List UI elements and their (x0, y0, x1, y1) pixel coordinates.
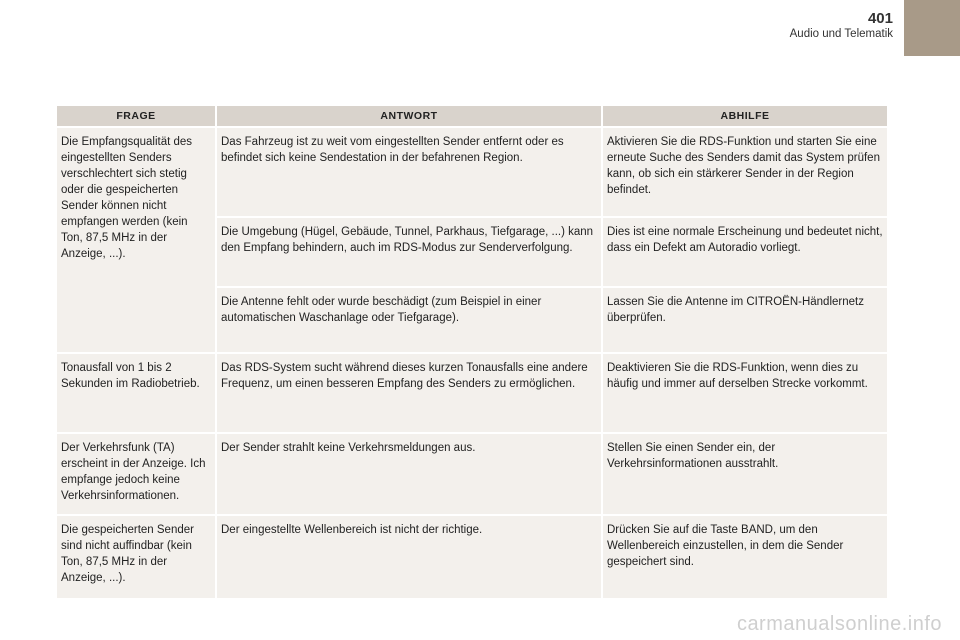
table-row (57, 516, 887, 598)
column-header-abhilfe: ABHILFE (603, 106, 887, 126)
answer-cell: Der Sender strahlt keine Verkehrsmeldungen aus. (217, 434, 601, 514)
page-number: 401 (867, 10, 893, 27)
table-header-row (57, 106, 887, 126)
table-row (57, 354, 887, 432)
table-row (57, 434, 887, 514)
question-cell: Tonausfall von 1 bis 2 Sekunden im Radiobetrieb. (57, 354, 215, 432)
question-cell: Der Verkehrsfunk (TA) erscheint in der Anzeige. Ich empfange jedoch keine Verkehrsinformationen. (57, 434, 215, 514)
answer-cell: Das Fahrzeug ist zu weit vom eingestellten Sender entfernt oder es befindet sich keine Sendestation in der befahrenen Region. (217, 128, 601, 216)
answer-cell: Die Umgebung (Hügel, Gebäude, Tunnel, Parkhaus, Tiefgarage, ...) kann den Empfang behindern, auch im RDS-Modus zur Senderverfolgung. (217, 218, 601, 286)
watermark: carmanualsonline.info (736, 613, 942, 635)
chapter-tab (904, 0, 960, 56)
answer-cell: Der eingestellte Wellenbereich ist nicht der richtige. (217, 516, 601, 598)
remedy-cell: Deaktivieren Sie die RDS-Funktion, wenn dies zu häufig und immer auf derselben Strecke vorkommt. (603, 354, 887, 432)
remedy-cell: Stellen Sie einen Sender ein, der Verkehrsinformationen ausstrahlt. (603, 434, 887, 514)
remedy-cell: Dies ist eine normale Erscheinung und bedeutet nicht, dass ein Defekt am Autoradio vorliegt. (603, 218, 887, 286)
column-header-frage: FRAGE (57, 106, 215, 126)
column-header-antwort: ANTWORT (217, 106, 601, 126)
question-cell: Die Empfangsqualität des eingestellten Senders verschlechtert sich stetig oder die gespeicherten Sender können nicht empfangen werden (kein Ton, 87,5 MHz in der Anzeige, ...). (57, 128, 215, 352)
remedy-cell: Aktivieren Sie die RDS-Funktion und starten Sie eine erneute Suche des Senders damit das System prüfen kann, ob sich ein stärkerer Sender in der Region befindet. (603, 128, 887, 216)
answer-cell: Das RDS-System sucht während dieses kurzen Tonausfalls eine andere Frequenz, um einen besseren Empfang des Senders zu ermöglichen. (217, 354, 601, 432)
remedy-cell: Lassen Sie die Antenne im CITROËN-Händlernetz überprüfen. (603, 288, 887, 352)
troubleshooting-table (55, 104, 889, 600)
answer-cell: Die Antenne fehlt oder wurde beschädigt (zum Beispiel in einer automatischen Waschanlage oder Tiefgarage). (217, 288, 601, 352)
table-row (57, 128, 887, 216)
question-cell: Die gespeicherten Sender sind nicht auffindbar (kein Ton, 87,5 MHz in der Anzeige, ...). (57, 516, 215, 598)
section-title: Audio und Telematik (789, 28, 893, 40)
remedy-cell: Drücken Sie auf die Taste BAND, um den Wellenbereich einzustellen, in dem die Sender gespeichert sind. (603, 516, 887, 598)
